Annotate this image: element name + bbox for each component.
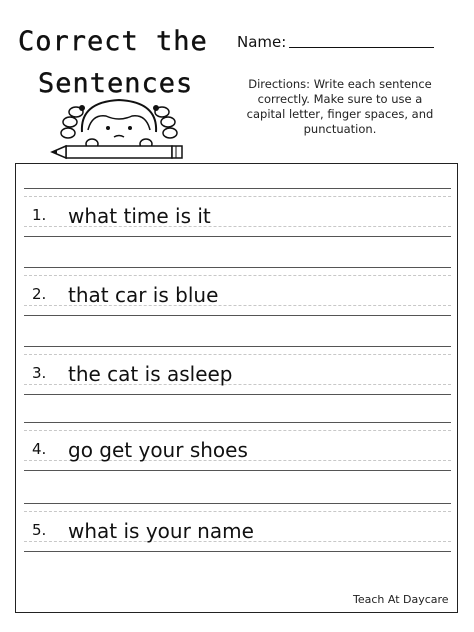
girl-pencil-icon [44, 92, 194, 167]
footer-credit: Teach At Daycare [353, 593, 449, 606]
sentence-text: what is your name [68, 519, 254, 543]
sentence-number: 5. [32, 521, 47, 539]
sentence-number: 1. [32, 206, 47, 224]
sentence-row-4[interactable] [16, 422, 457, 482]
sentence-row-1[interactable] [16, 188, 457, 248]
sentence-text: the cat is asleep [68, 362, 233, 386]
directions: Directions: Write each sentence correctly. Make sure to use a capital letter, finger spaces, and punctuation. [246, 77, 434, 136]
sentence-number: 3. [32, 364, 47, 382]
sentence-row-5[interactable] [16, 503, 457, 563]
sentence-text: that car is blue [68, 283, 219, 307]
title-line-1: Correct the [18, 26, 208, 57]
sentence-text: what time is it [68, 204, 211, 228]
title-line-2: Sentences [38, 68, 194, 99]
name-label: Name: [237, 33, 287, 51]
sentence-row-3[interactable] [16, 346, 457, 406]
name-field[interactable] [289, 47, 434, 48]
writing-area [15, 163, 458, 613]
sentence-row-2[interactable] [16, 267, 457, 327]
sentence-number: 4. [32, 440, 47, 458]
sentence-text: go get your shoes [68, 438, 248, 462]
sentence-number: 2. [32, 285, 47, 303]
